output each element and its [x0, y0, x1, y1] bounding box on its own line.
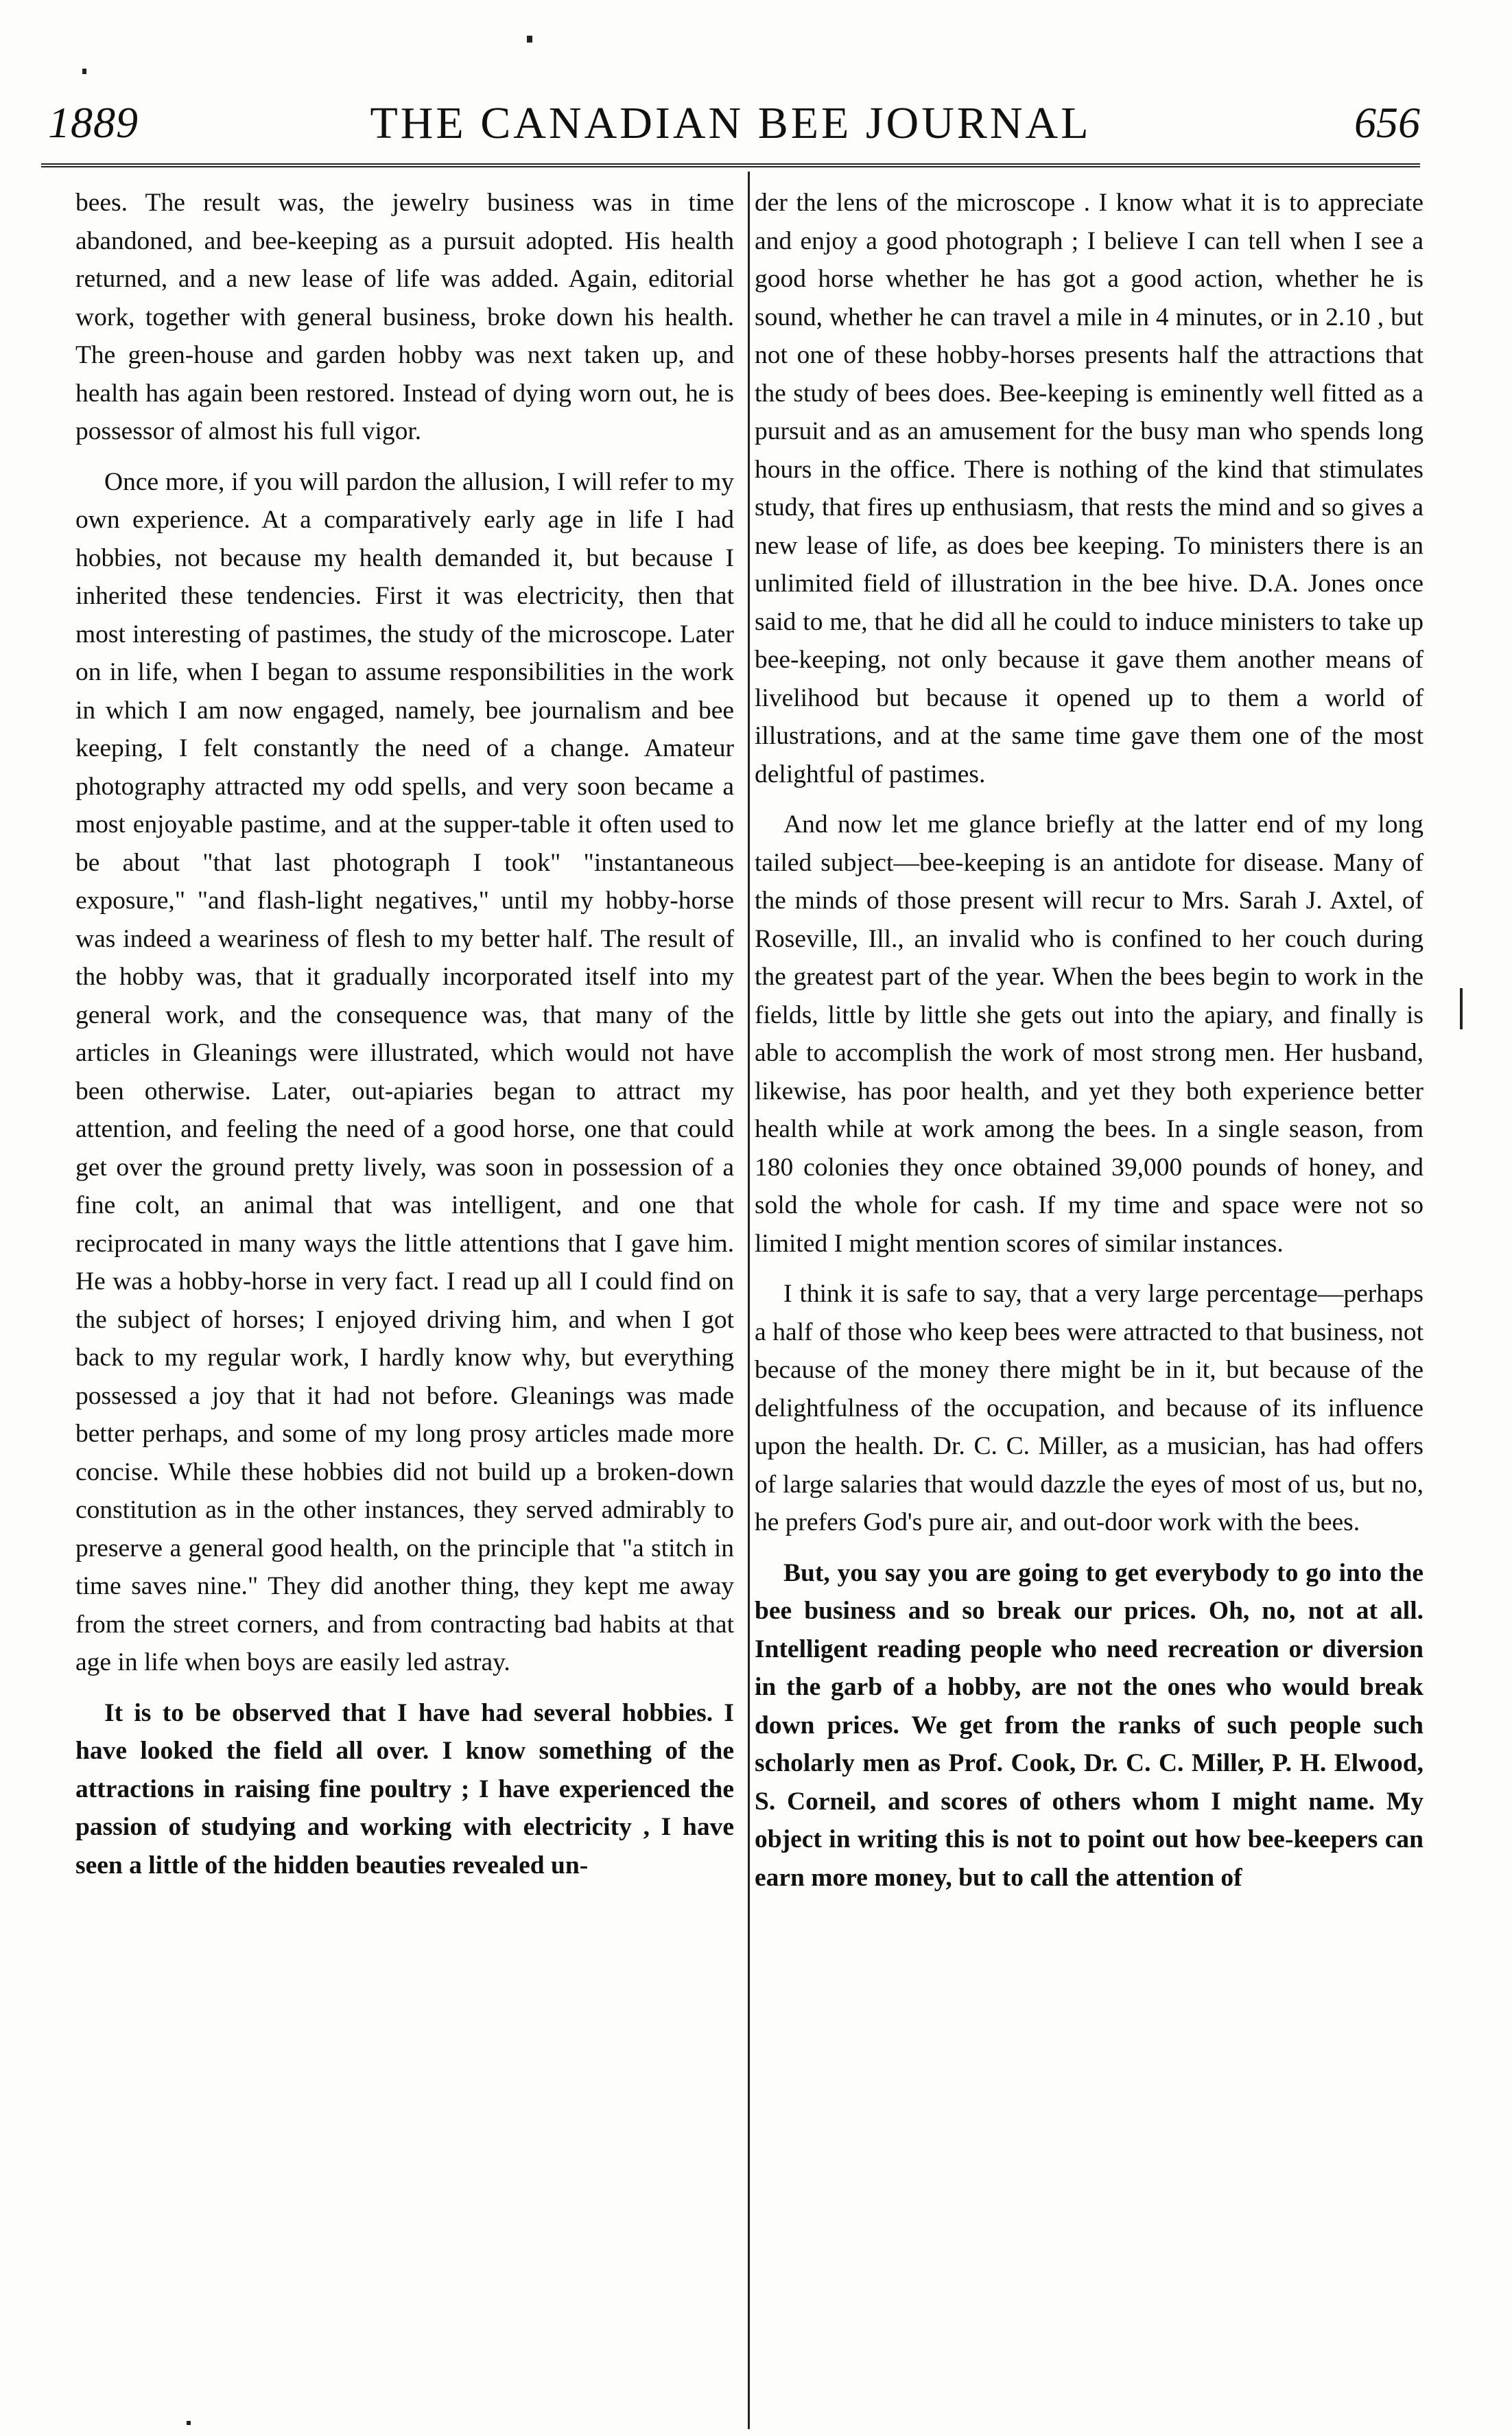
header-rule — [41, 163, 1420, 167]
scan-speck — [187, 2421, 191, 2425]
column-divider — [748, 172, 750, 2429]
page-number: 656 — [1354, 98, 1420, 147]
paragraph: der the lens of the microscope . I know what it is to appreciate and enjoy a good photograph ; I believe I can tell when I see a good horse whether he has got a good action, whether he is sound, whether he can travel a mile in 4 minutes, or in 2.10 , but not one of these hobby-horses presents half the attractions that the study of bees does. Bee-keeping is eminently well fitted as a pursuit and as an amusement for the busy man who spends long hours in the office. There is nothing of the kind that stimulates study, that fires up enthusiasm, that rests the mind and so gives a new lease of life, as does bee keeping. To ministers there is an unlimited field of illustration in the bee hive. D.A. Jones once said to me, that he did all he could to induce ministers to take up bee-keeping, not only because it gave them another means of livelihood but because it opened up to them a world of illustrations, and at the same time gave them one of the most delightful of pastimes. — [755, 189, 1424, 788]
header-year: 1889 — [48, 98, 139, 147]
paragraph: Once more, if you will pardon the allusion, I will refer to my own experience. At a comparatively early age in life I had hobbies, not because my health demanded it, but because I inherited these tendencies. First it was electricity, then that most interesting of pastimes, the study of the microscope. Later on in life, when I began to assume responsibilities in the work in which I am now engaged, namely, bee journalism and bee keeping, I felt constantly the need of a change. Amateur photography attracted my odd spells, and very soon became a most enjoyable pastime, and at the supper-table it often used to be about "that last photograph I took" "instantaneous exposure," "and flash-light negatives," until my hobby-horse was indeed a weariness of flesh to my better half. The result of the hobby was, that it gradually incorporated itself into my general work, and the consequence was, that many of the articles in Gleanings were illustrated, which would not have been otherwise. Later, out-apiaries began to attract my attention, and feeling the need of a good horse, one that could get over the ground pretty lively, was soon in possession of a fine colt, an animal that was intelligent, and one that reciprocated in many ways the little attentions that I gave him. He was a hobby-horse in very fact. I read up all I could find on the subject of horses; I enjoyed driving him, and when I got back to my regular work, I hardly know why, but everything possessed a joy that it had not before. Gleanings was made better perhaps, and some of my long prosy articles made more concise. While these hobbies did not build up a broken-down constitution as in the other instances, they served admirably to preserve a general good health, on the principle that "a stitch in time saves nine." They did another thing, they kept me away from the street corners, and from contracting bad habits at that age in life when boys are easily led astray. — [75, 467, 734, 1676]
paragraph: I think it is safe to say, that a very large percentage—perhaps a half of those who keep bees were attracted to that business, not because of the money there might be in it, but because of the delightfulness of the occupation, and because of its influence upon the health. Dr. C. C. Miller, as a musician, has had offers of large salaries that would dazzle the eyes of most of us, but no, he prefers God's pure air, and out-door work with the bees. — [755, 1280, 1424, 1536]
right-column — [755, 184, 1424, 1909]
scan-speck — [82, 69, 86, 74]
paragraph: And now let me glance briefly at the latter end of my long tailed subject—bee-keeping is an antidote for disease. Many of the minds of those present will recur to Mrs. Sarah J. Axtel, of Roseville, Ill., an invalid who is confined to her couch during the greatest part of the year. When the bees begin to work in the fields, little by little she gets out into the apiary, and finally is able to accomplish the work of most strong men. Her husband, likewise, has poor health, and yet they both experience better health while at work among the bees. In a single season, from 180 colonies they once obtained 39,000 pounds of honey, and sold the whole for cash. If my time and space were not so limited I might mention scores of similar instances. — [755, 810, 1424, 1258]
left-column — [75, 184, 734, 1897]
paragraph: But, you say you are going to get everybody to go into the bee business and so break our prices. Oh, no, not at all. Intelligent reading people who need recreation or diversion in the garb of a hobby, are not the ones who would break down prices. We get from the ranks of such people such scholarly men as Prof. Cook, Dr. C. C. Miller, P. H. Elwood, S. Corneil, and scores of others whom I might name. My object in writing this is not to point out how bee-keepers can earn more money, but to call the attention of — [755, 1558, 1424, 1892]
journal-title: THE CANADIAN BEE JOURNAL — [370, 98, 1091, 148]
scan-speck — [527, 36, 532, 43]
scan-speck — [1460, 988, 1463, 1029]
paragraph: It is to be observed that I have had several hobbies. I have looked the field all over. I know something of the attractions in raising fine poultry ; I have experienced the passion of studying and working with electricity , I have seen a little of the hidden beauties revealed un- — [75, 1698, 734, 1879]
page-header — [41, 82, 1420, 165]
paragraph: bees. The result was, the jewelry business was in time abandoned, and bee-keeping as a pursuit adopted. His health returned, and a new lease of life was added. Again, editorial work, together with general business, broke down his health. The green-house and garden hobby was next taken up, and health has again been restored. Instead of dying worn out, he is possessor of almost his full vigor. — [75, 189, 734, 445]
